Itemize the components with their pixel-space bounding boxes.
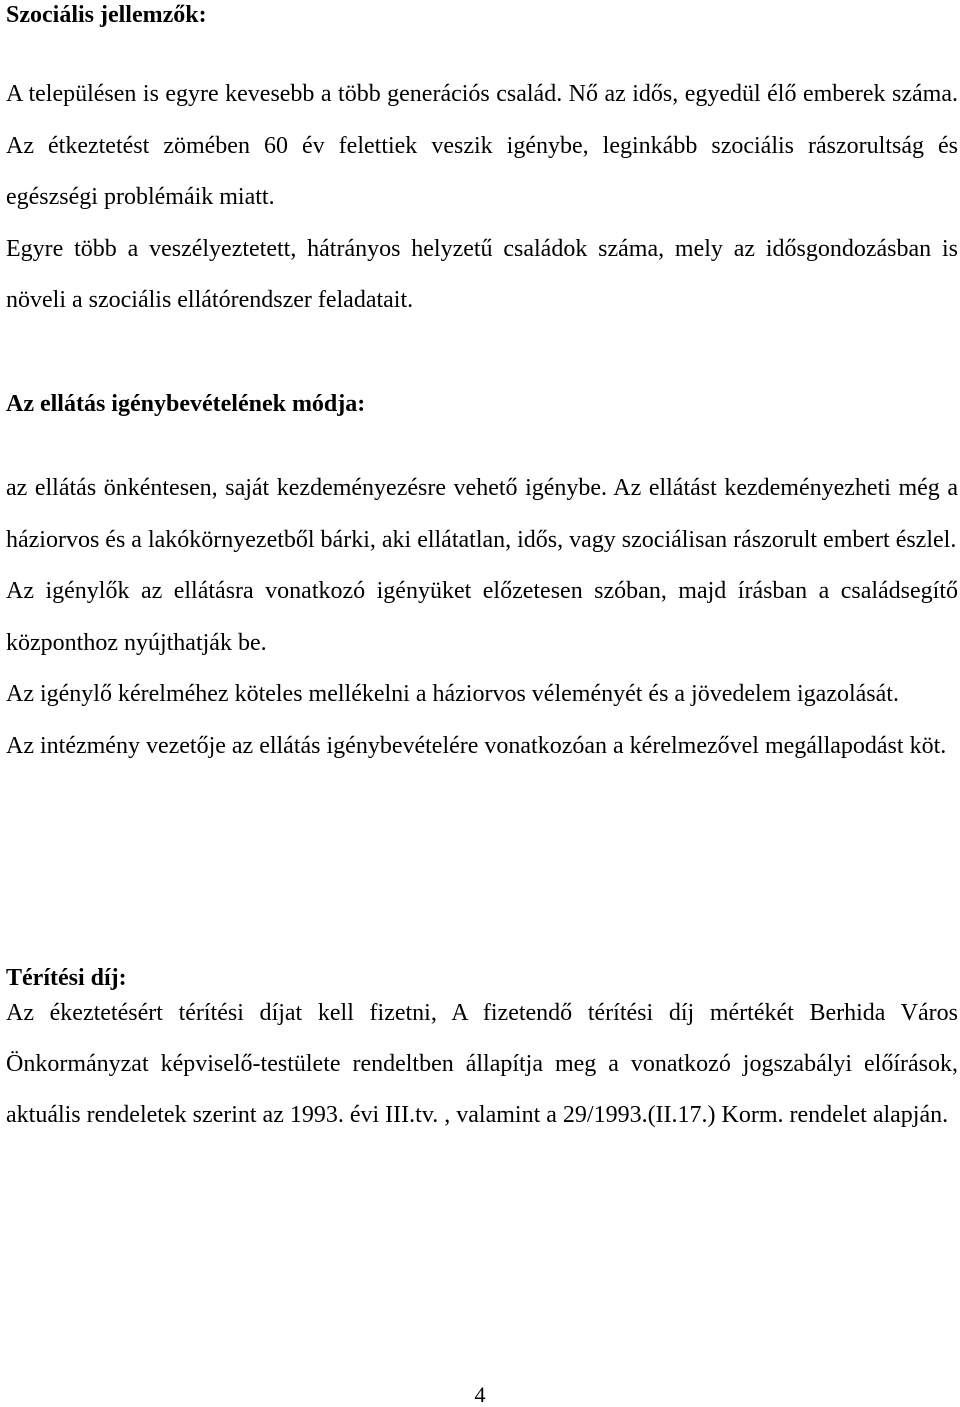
section-heading-fee: Térítési díj: — [6, 965, 127, 991]
paragraph-access-3: Az igénylő kérelméhez köteles mellékelni a háziorvos véleményét és a jövedelem igazolását. — [6, 681, 899, 707]
page-number: 4 — [474, 1382, 486, 1407]
paragraph-access-2: Az igénylők az ellátásra vonatkozó igényüket előzetesen szóban, majd írásban a családsegítő központhoz nyújthatják be. — [6, 578, 958, 656]
section-body-access — [6, 463, 958, 772]
paragraph-social-1: A településen is egyre kevesebb a több generációs család. Nő az idős, egyedül élő emberek száma. Az étkeztetést zömében 60 év felettiek veszik igénybe, leginkább szociális rászorultság és egészségi problémáik miatt. — [6, 81, 958, 210]
section-body-social — [6, 69, 958, 327]
paragraph-access-1: az ellátás önkéntesen, saját kezdeményezésre vehető igénybe. Az ellátást kezdeményezheti még a háziorvos és a lakókörnyezetből bárki, aki ellátatlan, idős, vagy szociálisan rászorult embert észlel. — [6, 475, 958, 553]
paragraph-social-2: Egyre több a veszélyeztetett, hátrányos helyzetű családok száma, mely az idősgondozásban is növeli a szociális ellátórendszer feladatait. — [6, 235, 958, 313]
section-heading-access: Az ellátás igénybevételének módja: — [6, 391, 366, 417]
paragraph-access-4: Az intézmény vezetője az ellátás igénybevételére vonatkozóan a kérelmezővel megállapodást köt. — [6, 732, 947, 759]
section-heading-social: Szociális jellemzők: — [6, 2, 207, 28]
paragraph-fee-1: Az ékeztetésért térítési díjat kell fizetni, A fizetendő térítési díj mértékét Berhida Város Önkormányzat képviselő-testülete rendeltben állapítja meg a vonatkozó jogszabályi előírások, aktuális rendeletek szerint az 1993. évi III.tv. , valamint a 29/1993.(II.17.) Korm. rendelet alapján. — [6, 1000, 958, 1128]
section-body-fee — [6, 988, 958, 1141]
